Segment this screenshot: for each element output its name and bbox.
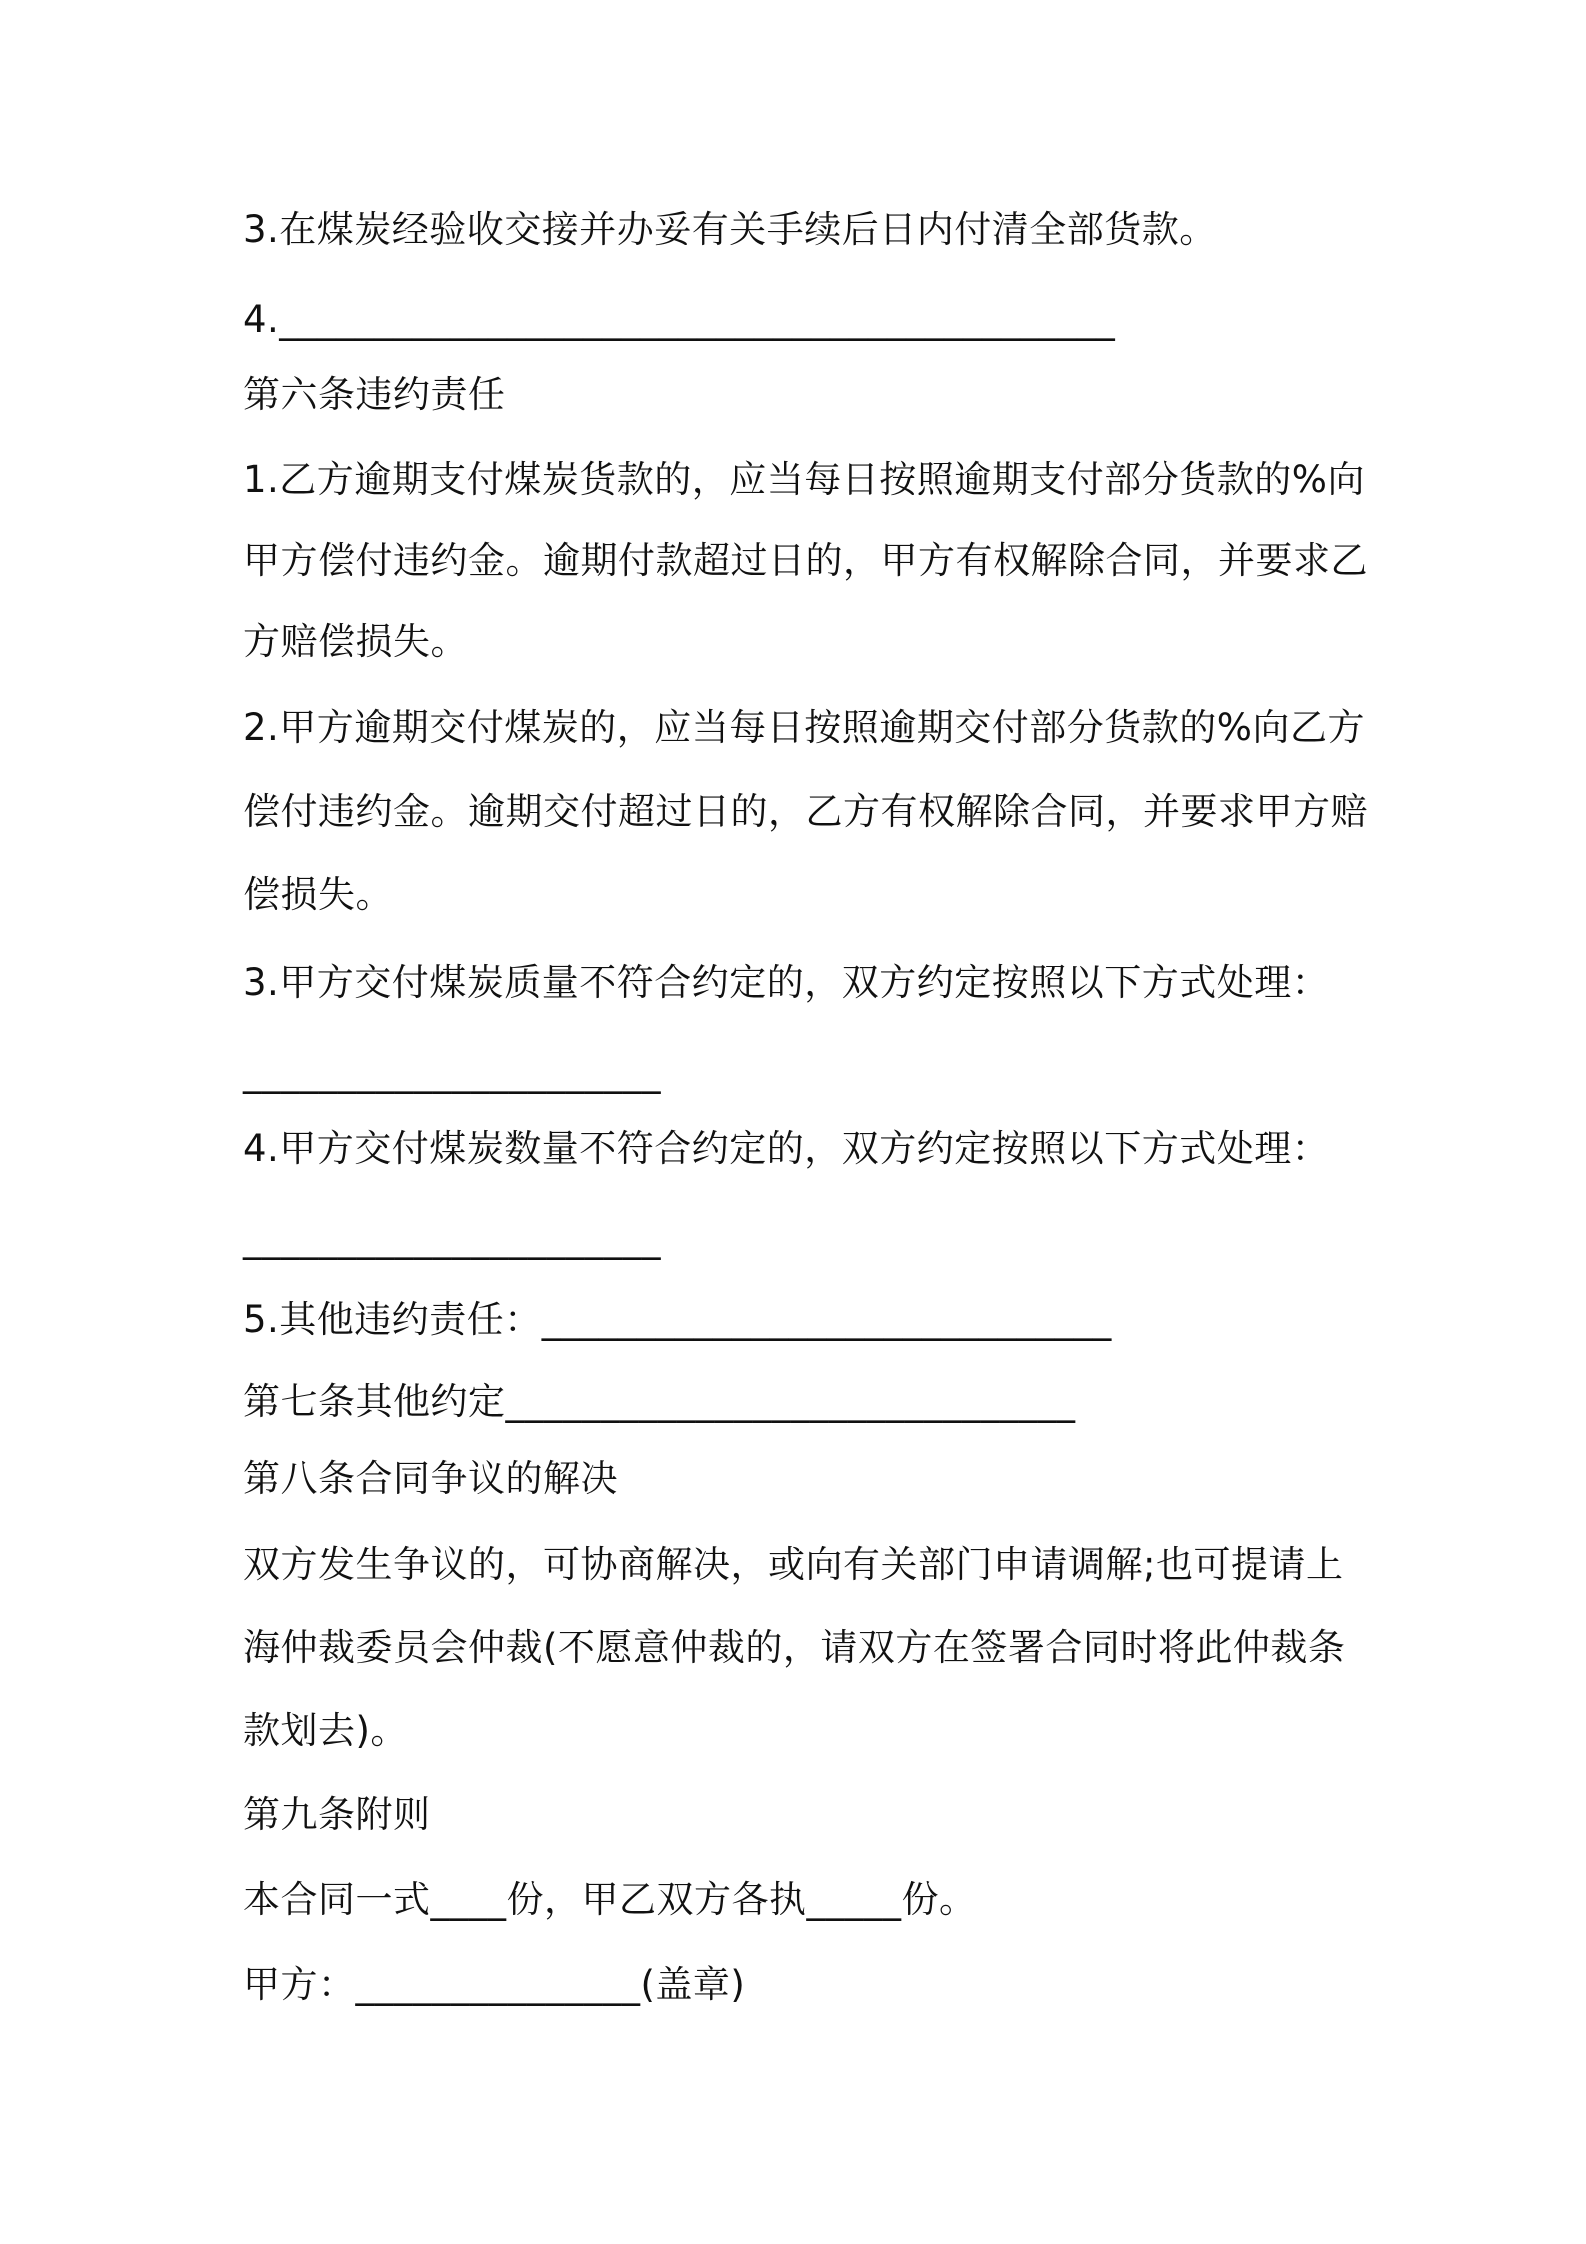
liability-clause-3-blank: ______________________ (243, 1051, 661, 1094)
liability-clause-1-line-1: 1.乙方逾期支付煤炭货款的，应当每日按照逾期支付部分货款的%向 (243, 458, 1365, 501)
dispute-resolution-line-2: 海仲裁委员会仲裁(不愿意仲裁的，请双方在签署合同时将此仲裁条 (243, 1626, 1346, 1669)
liability-clause-4: 4.甲方交付煤炭数量不符合约定的，双方约定按照以下方式处理： (243, 1127, 1330, 1170)
liability-clause-2-line-3: 偿损失。 (243, 873, 393, 916)
liability-clause-1-line-3: 方赔偿损失。 (243, 620, 468, 663)
article-7-heading: 第七条其他约定______________________________ (243, 1380, 1076, 1423)
liability-clause-2-line-1: 2.甲方逾期交付煤炭的，应当每日按照逾期交付部分货款的%向乙方 (243, 706, 1365, 749)
liability-clause-1-line-2: 甲方偿付违约金。逾期付款超过日的，甲方有权解除合同，并要求乙 (243, 539, 1368, 582)
payment-clause-4-blank: 4.____________________________________________ (243, 298, 1116, 341)
dispute-resolution-line-3: 款划去)。 (243, 1709, 408, 1752)
liability-clause-2-line-2: 偿付违约金。逾期交付超过日的，乙方有权解除合同，并要求甲方赔 (243, 790, 1368, 833)
payment-clause-3: 3.在煤炭经验收交接并办妥有关手续后日内付清全部货款。 (243, 208, 1217, 251)
article-8-heading: 第八条合同争议的解决 (243, 1457, 618, 1500)
article-9-heading: 第九条附则 (243, 1793, 431, 1836)
liability-clause-4-blank: ______________________ (243, 1217, 661, 1260)
party-a-signature-line: 甲方：_______________(盖章) (243, 1963, 746, 2006)
copies-clause: 本合同一式____份，甲乙双方各执_____份。 (243, 1878, 977, 1921)
dispute-resolution-line-1: 双方发生争议的，可协商解决，或向有关部门申请调解;也可提请上 (243, 1543, 1344, 1586)
article-6-heading: 第六条违约责任 (243, 373, 506, 416)
liability-clause-5: 5.其他违约责任：______________________________ (243, 1298, 1112, 1341)
liability-clause-3: 3.甲方交付煤炭质量不符合约定的，双方约定按照以下方式处理： (243, 961, 1330, 1004)
